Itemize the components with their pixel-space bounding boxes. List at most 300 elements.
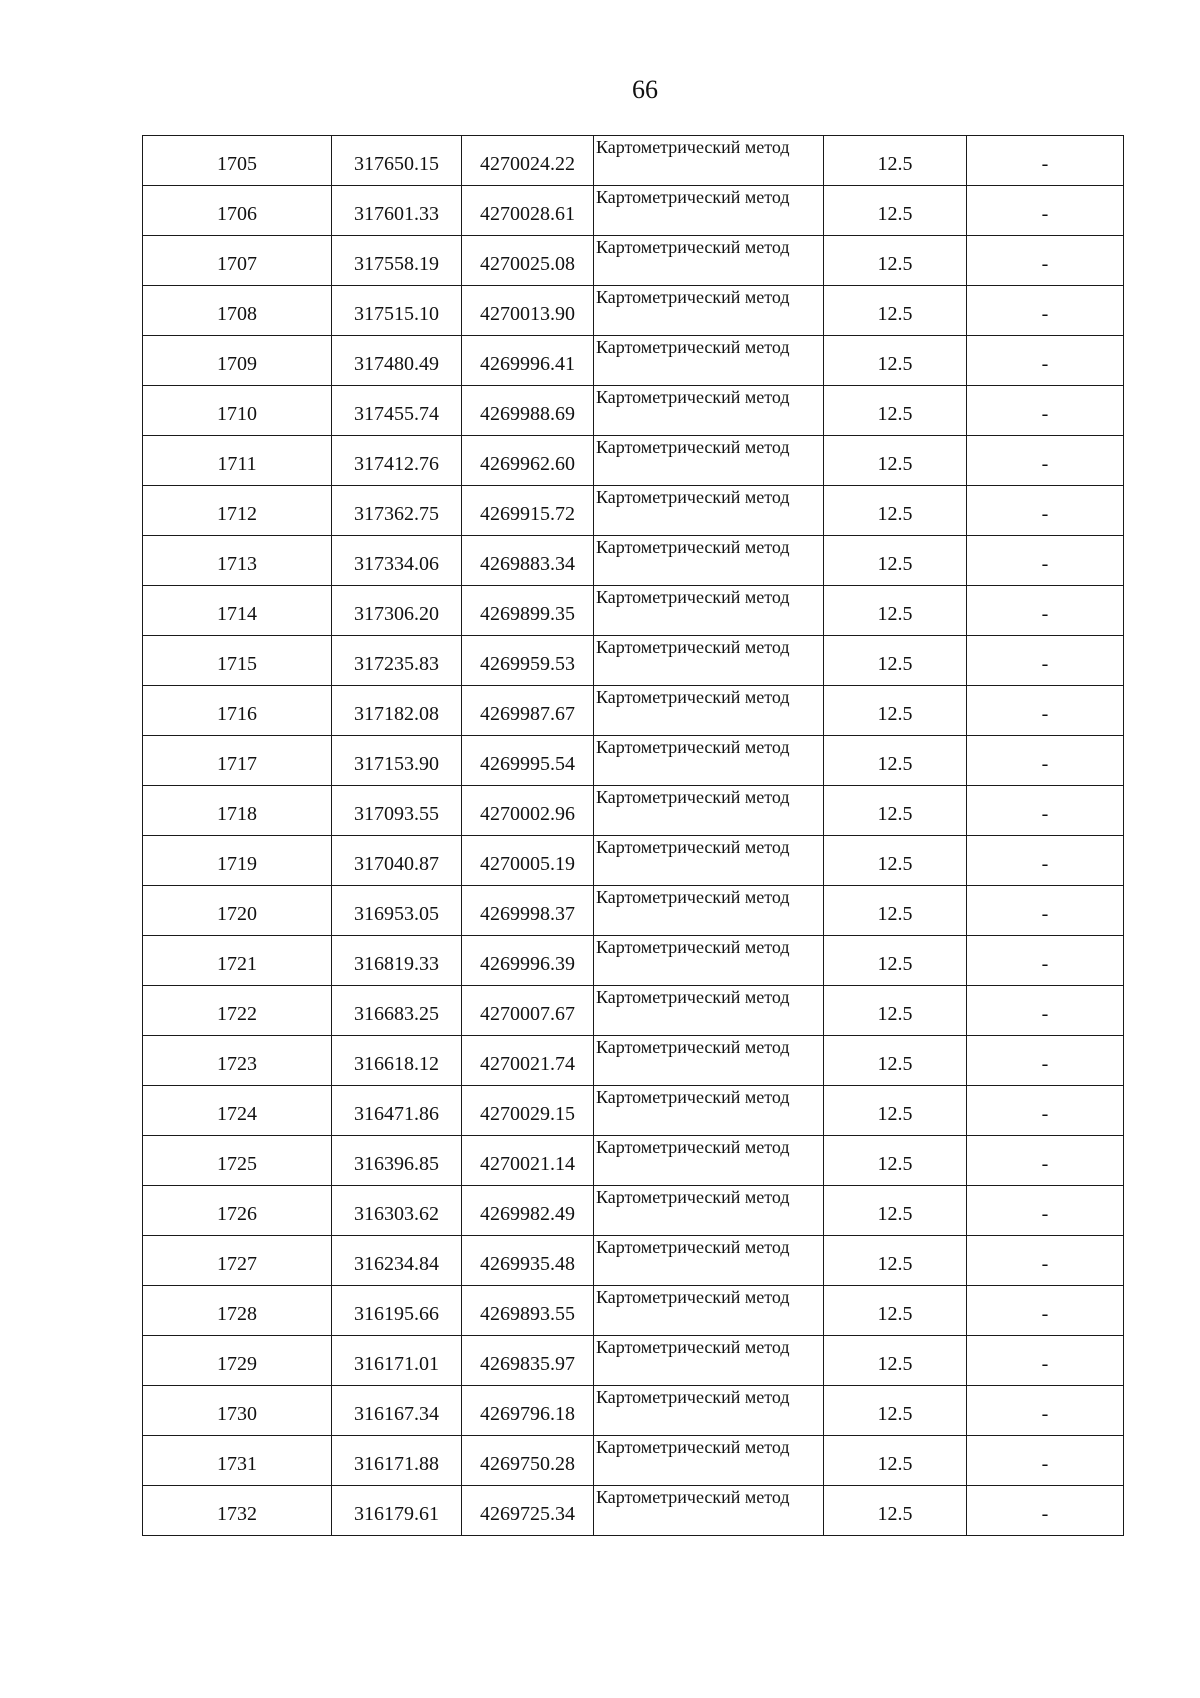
x-coordinate-cell <box>332 736 462 786</box>
table-row <box>143 1036 1124 1086</box>
note-cell <box>967 1086 1124 1136</box>
y-coordinate-cell <box>462 1286 594 1336</box>
y-coordinate-cell <box>462 386 594 436</box>
note-cell-text: - <box>1041 1453 1049 1475</box>
note-cell-text: - <box>1041 303 1049 325</box>
y-coordinate-cell-text: 4269725.34 <box>480 1503 575 1525</box>
table-row <box>143 1186 1124 1236</box>
y-coordinate-cell <box>462 736 594 786</box>
y-coordinate-cell <box>462 936 594 986</box>
point-number-cell <box>143 586 332 636</box>
x-coordinate-cell <box>332 486 462 536</box>
point-number-cell <box>143 1336 332 1386</box>
method-cell: Картометрический метод <box>594 786 824 836</box>
x-coordinate-cell <box>332 1186 462 1236</box>
accuracy-cell <box>824 836 967 886</box>
table-row <box>143 1436 1124 1486</box>
accuracy-cell-text: 12.5 <box>877 653 913 675</box>
x-coordinate-cell-text: 316171.88 <box>354 1453 439 1475</box>
table-row <box>143 786 1124 836</box>
y-coordinate-cell-text: 4270029.15 <box>480 1103 575 1125</box>
x-coordinate-cell-text: 316819.33 <box>354 953 439 975</box>
x-coordinate-cell <box>332 1086 462 1136</box>
y-coordinate-cell <box>462 1036 594 1086</box>
x-coordinate-cell-text: 317455.74 <box>354 403 439 425</box>
x-coordinate-cell-text: 316167.34 <box>354 1403 439 1425</box>
y-coordinate-cell-text: 4269996.41 <box>480 353 575 375</box>
note-cell <box>967 1286 1124 1336</box>
note-cell-text: - <box>1041 803 1049 825</box>
y-coordinate-cell-text: 4269893.55 <box>480 1303 575 1325</box>
point-number-cell-text: 1720 <box>217 903 257 925</box>
y-coordinate-cell-text: 4270007.67 <box>480 1003 575 1025</box>
point-number-cell <box>143 336 332 386</box>
y-coordinate-cell <box>462 1086 594 1136</box>
note-cell <box>967 736 1124 786</box>
accuracy-cell-text: 12.5 <box>877 303 913 325</box>
y-coordinate-cell-text: 4270013.90 <box>480 303 575 325</box>
coordinates-table <box>142 135 1124 1536</box>
table-row <box>143 1336 1124 1386</box>
method-cell: Картометрический метод <box>594 286 824 336</box>
table-row <box>143 186 1124 236</box>
note-cell-text: - <box>1041 203 1049 225</box>
x-coordinate-cell <box>332 786 462 836</box>
table-row <box>143 1086 1124 1136</box>
method-cell: Картометрический метод <box>594 836 824 886</box>
note-cell <box>967 336 1124 386</box>
table-row <box>143 686 1124 736</box>
x-coordinate-cell <box>332 386 462 436</box>
accuracy-cell-text: 12.5 <box>877 703 913 725</box>
x-coordinate-cell <box>332 1236 462 1286</box>
note-cell-text: - <box>1041 653 1049 675</box>
point-number-cell <box>143 1036 332 1086</box>
note-cell-text: - <box>1041 853 1049 875</box>
y-coordinate-cell <box>462 436 594 486</box>
x-coordinate-cell-text: 317093.55 <box>354 803 439 825</box>
point-number-cell-text: 1719 <box>217 853 257 875</box>
y-coordinate-cell <box>462 336 594 386</box>
x-coordinate-cell-text: 317515.10 <box>354 303 439 325</box>
point-number-cell-text: 1712 <box>217 503 257 525</box>
point-number-cell <box>143 386 332 436</box>
point-number-cell <box>143 286 332 336</box>
y-coordinate-cell <box>462 636 594 686</box>
table-row <box>143 1136 1124 1186</box>
point-number-cell <box>143 436 332 486</box>
point-number-cell-text: 1708 <box>217 303 257 325</box>
x-coordinate-cell-text: 317306.20 <box>354 603 439 625</box>
point-number-cell <box>143 1186 332 1236</box>
x-coordinate-cell-text: 316303.62 <box>354 1203 439 1225</box>
y-coordinate-cell <box>462 136 594 186</box>
x-coordinate-cell-text: 316396.85 <box>354 1153 439 1175</box>
table-row <box>143 636 1124 686</box>
note-cell-text: - <box>1041 703 1049 725</box>
method-cell: Картометрический метод <box>594 1486 824 1536</box>
accuracy-cell <box>824 636 967 686</box>
point-number-cell <box>143 836 332 886</box>
point-number-cell <box>143 636 332 686</box>
x-coordinate-cell <box>332 636 462 686</box>
x-coordinate-cell <box>332 586 462 636</box>
accuracy-cell-text: 12.5 <box>877 853 913 875</box>
accuracy-cell <box>824 486 967 536</box>
accuracy-cell <box>824 1286 967 1336</box>
note-cell <box>967 186 1124 236</box>
table-row <box>143 986 1124 1036</box>
y-coordinate-cell-text: 4270024.22 <box>480 153 575 175</box>
y-coordinate-cell-text: 4269796.18 <box>480 1403 575 1425</box>
coordinates-table-body <box>143 136 1124 1536</box>
method-cell: Картометрический метод <box>594 1286 824 1336</box>
accuracy-cell <box>824 1486 967 1536</box>
method-cell: Картометрический метод <box>594 586 824 636</box>
x-coordinate-cell-text: 317362.75 <box>354 503 439 525</box>
accuracy-cell <box>824 986 967 1036</box>
y-coordinate-cell <box>462 486 594 536</box>
y-coordinate-cell <box>462 1136 594 1186</box>
note-cell-text: - <box>1041 1403 1049 1425</box>
method-cell: Картометрический метод <box>594 336 824 386</box>
point-number-cell <box>143 986 332 1036</box>
accuracy-cell <box>824 1086 967 1136</box>
accuracy-cell <box>824 586 967 636</box>
y-coordinate-cell-text: 4270028.61 <box>480 203 575 225</box>
table-row <box>143 736 1124 786</box>
x-coordinate-cell <box>332 1436 462 1486</box>
method-cell: Картометрический метод <box>594 486 824 536</box>
point-number-cell-text: 1711 <box>217 453 257 475</box>
x-coordinate-cell <box>332 1136 462 1186</box>
method-cell: Картометрический метод <box>594 886 824 936</box>
note-cell <box>967 436 1124 486</box>
point-number-cell-text: 1722 <box>217 1003 257 1025</box>
accuracy-cell-text: 12.5 <box>877 1303 913 1325</box>
y-coordinate-cell <box>462 1186 594 1236</box>
x-coordinate-cell-text: 316953.05 <box>354 903 439 925</box>
y-coordinate-cell <box>462 1486 594 1536</box>
method-cell: Картометрический метод <box>594 186 824 236</box>
note-cell <box>967 836 1124 886</box>
x-coordinate-cell-text: 317412.76 <box>354 453 439 475</box>
y-coordinate-cell-text: 4270025.08 <box>480 253 575 275</box>
method-cell: Картометрический метод <box>594 1336 824 1386</box>
accuracy-cell-text: 12.5 <box>877 453 913 475</box>
point-number-cell <box>143 1286 332 1336</box>
y-coordinate-cell-text: 4269959.53 <box>480 653 575 675</box>
x-coordinate-cell-text: 316179.61 <box>354 1503 439 1525</box>
table-row <box>143 486 1124 536</box>
point-number-cell-text: 1709 <box>217 353 257 375</box>
y-coordinate-cell-text: 4269996.39 <box>480 953 575 975</box>
note-cell <box>967 1386 1124 1436</box>
y-coordinate-cell <box>462 886 594 936</box>
point-number-cell-text: 1729 <box>217 1353 257 1375</box>
note-cell-text: - <box>1041 953 1049 975</box>
accuracy-cell-text: 12.5 <box>877 1153 913 1175</box>
note-cell <box>967 886 1124 936</box>
method-cell: Картометрический метод <box>594 636 824 686</box>
accuracy-cell-text: 12.5 <box>877 1453 913 1475</box>
point-number-cell-text: 1730 <box>217 1403 257 1425</box>
x-coordinate-cell <box>332 336 462 386</box>
point-number-cell <box>143 1436 332 1486</box>
accuracy-cell-text: 12.5 <box>877 403 913 425</box>
accuracy-cell-text: 12.5 <box>877 953 913 975</box>
table-row <box>143 336 1124 386</box>
x-coordinate-cell-text: 317480.49 <box>354 353 439 375</box>
x-coordinate-cell <box>332 1336 462 1386</box>
point-number-cell-text: 1714 <box>217 603 257 625</box>
point-number-cell <box>143 236 332 286</box>
accuracy-cell-text: 12.5 <box>877 903 913 925</box>
point-number-cell-text: 1715 <box>217 653 257 675</box>
point-number-cell-text: 1717 <box>217 753 257 775</box>
accuracy-cell-text: 12.5 <box>877 1103 913 1125</box>
method-cell: Картометрический метод <box>594 1136 824 1186</box>
point-number-cell-text: 1731 <box>217 1453 257 1475</box>
y-coordinate-cell-text: 4269750.28 <box>480 1453 575 1475</box>
y-coordinate-cell-text: 4270002.96 <box>480 803 575 825</box>
note-cell <box>967 536 1124 586</box>
note-cell <box>967 1486 1124 1536</box>
note-cell <box>967 1186 1124 1236</box>
x-coordinate-cell-text: 316683.25 <box>354 1003 439 1025</box>
y-coordinate-cell-text: 4269988.69 <box>480 403 575 425</box>
accuracy-cell <box>824 686 967 736</box>
accuracy-cell <box>824 936 967 986</box>
y-coordinate-cell <box>462 986 594 1036</box>
point-number-cell-text: 1724 <box>217 1103 257 1125</box>
accuracy-cell-text: 12.5 <box>877 1353 913 1375</box>
y-coordinate-cell <box>462 786 594 836</box>
table-row <box>143 886 1124 936</box>
y-coordinate-cell <box>462 1436 594 1486</box>
x-coordinate-cell <box>332 836 462 886</box>
accuracy-cell <box>824 1136 967 1186</box>
table-row <box>143 136 1124 186</box>
x-coordinate-cell <box>332 1386 462 1436</box>
accuracy-cell-text: 12.5 <box>877 503 913 525</box>
x-coordinate-cell <box>332 186 462 236</box>
point-number-cell-text: 1732 <box>217 1503 257 1525</box>
point-number-cell-text: 1721 <box>217 953 257 975</box>
y-coordinate-cell <box>462 1386 594 1436</box>
x-coordinate-cell-text: 317235.83 <box>354 653 439 675</box>
point-number-cell <box>143 686 332 736</box>
note-cell-text: - <box>1041 1053 1049 1075</box>
note-cell-text: - <box>1041 1253 1049 1275</box>
point-number-cell-text: 1725 <box>217 1153 257 1175</box>
table-row <box>143 586 1124 636</box>
x-coordinate-cell-text: 316195.66 <box>354 1303 439 1325</box>
note-cell-text: - <box>1041 1303 1049 1325</box>
method-cell: Картометрический метод <box>594 686 824 736</box>
note-cell-text: - <box>1041 153 1049 175</box>
x-coordinate-cell-text: 317153.90 <box>354 753 439 775</box>
x-coordinate-cell-text: 317601.33 <box>354 203 439 225</box>
point-number-cell <box>143 886 332 936</box>
accuracy-cell-text: 12.5 <box>877 203 913 225</box>
point-number-cell <box>143 736 332 786</box>
y-coordinate-cell <box>462 586 594 636</box>
point-number-cell-text: 1727 <box>217 1253 257 1275</box>
table-row <box>143 536 1124 586</box>
y-coordinate-cell <box>462 836 594 886</box>
point-number-cell <box>143 486 332 536</box>
note-cell-text: - <box>1041 603 1049 625</box>
accuracy-cell-text: 12.5 <box>877 1503 913 1525</box>
table-row <box>143 436 1124 486</box>
note-cell <box>967 1236 1124 1286</box>
accuracy-cell <box>824 286 967 336</box>
x-coordinate-cell <box>332 886 462 936</box>
y-coordinate-cell-text: 4270021.74 <box>480 1053 575 1075</box>
accuracy-cell-text: 12.5 <box>877 153 913 175</box>
method-cell: Картометрический метод <box>594 436 824 486</box>
note-cell <box>967 986 1124 1036</box>
y-coordinate-cell-text: 4269835.97 <box>480 1353 575 1375</box>
y-coordinate-cell-text: 4269962.60 <box>480 453 575 475</box>
method-cell: Картометрический метод <box>594 1436 824 1486</box>
point-number-cell-text: 1728 <box>217 1303 257 1325</box>
point-number-cell-text: 1705 <box>217 153 257 175</box>
x-coordinate-cell-text: 316618.12 <box>354 1053 439 1075</box>
accuracy-cell-text: 12.5 <box>877 603 913 625</box>
point-number-cell-text: 1723 <box>217 1053 257 1075</box>
accuracy-cell-text: 12.5 <box>877 753 913 775</box>
point-number-cell-text: 1718 <box>217 803 257 825</box>
accuracy-cell-text: 12.5 <box>877 1003 913 1025</box>
point-number-cell <box>143 936 332 986</box>
note-cell-text: - <box>1041 253 1049 275</box>
note-cell <box>967 1436 1124 1486</box>
note-cell-text: - <box>1041 753 1049 775</box>
x-coordinate-cell <box>332 936 462 986</box>
note-cell-text: - <box>1041 503 1049 525</box>
note-cell-text: - <box>1041 403 1049 425</box>
method-cell: Картометрический метод <box>594 386 824 436</box>
y-coordinate-cell-text: 4269883.34 <box>480 553 575 575</box>
note-cell-text: - <box>1041 1103 1049 1125</box>
y-coordinate-cell <box>462 1236 594 1286</box>
table-row <box>143 1236 1124 1286</box>
method-cell: Картометрический метод <box>594 536 824 586</box>
accuracy-cell <box>824 1336 967 1386</box>
x-coordinate-cell-text: 317040.87 <box>354 853 439 875</box>
note-cell <box>967 936 1124 986</box>
note-cell <box>967 1136 1124 1186</box>
table-row <box>143 1286 1124 1336</box>
accuracy-cell <box>824 386 967 436</box>
accuracy-cell <box>824 1436 967 1486</box>
point-number-cell <box>143 186 332 236</box>
note-cell <box>967 1036 1124 1086</box>
accuracy-cell-text: 12.5 <box>877 1203 913 1225</box>
accuracy-cell <box>824 536 967 586</box>
y-coordinate-cell-text: 4269987.67 <box>480 703 575 725</box>
y-coordinate-cell-text: 4270005.19 <box>480 853 575 875</box>
accuracy-cell <box>824 436 967 486</box>
x-coordinate-cell <box>332 136 462 186</box>
accuracy-cell-text: 12.5 <box>877 253 913 275</box>
table-row <box>143 1486 1124 1536</box>
x-coordinate-cell <box>332 986 462 1036</box>
point-number-cell-text: 1706 <box>217 203 257 225</box>
x-coordinate-cell <box>332 536 462 586</box>
x-coordinate-cell-text: 316234.84 <box>354 1253 439 1275</box>
point-number-cell <box>143 1086 332 1136</box>
note-cell-text: - <box>1041 553 1049 575</box>
accuracy-cell <box>824 1036 967 1086</box>
accuracy-cell <box>824 886 967 936</box>
table-row <box>143 286 1124 336</box>
table-row <box>143 386 1124 436</box>
note-cell-text: - <box>1041 453 1049 475</box>
x-coordinate-cell-text: 317182.08 <box>354 703 439 725</box>
point-number-cell <box>143 536 332 586</box>
y-coordinate-cell <box>462 186 594 236</box>
y-coordinate-cell-text: 4269915.72 <box>480 503 575 525</box>
x-coordinate-cell <box>332 1036 462 1086</box>
y-coordinate-cell-text: 4269935.48 <box>480 1253 575 1275</box>
accuracy-cell-text: 12.5 <box>877 353 913 375</box>
note-cell <box>967 686 1124 736</box>
accuracy-cell <box>824 786 967 836</box>
x-coordinate-cell <box>332 286 462 336</box>
accuracy-cell <box>824 1236 967 1286</box>
x-coordinate-cell <box>332 686 462 736</box>
accuracy-cell-text: 12.5 <box>877 553 913 575</box>
x-coordinate-cell <box>332 236 462 286</box>
note-cell <box>967 486 1124 536</box>
accuracy-cell-text: 12.5 <box>877 1053 913 1075</box>
point-number-cell-text: 1713 <box>217 553 257 575</box>
x-coordinate-cell-text: 317334.06 <box>354 553 439 575</box>
y-coordinate-cell-text: 4269995.54 <box>480 753 575 775</box>
x-coordinate-cell-text: 316471.86 <box>354 1103 439 1125</box>
accuracy-cell <box>824 1386 967 1436</box>
y-coordinate-cell <box>462 1336 594 1386</box>
note-cell <box>967 136 1124 186</box>
accuracy-cell <box>824 336 967 386</box>
point-number-cell <box>143 786 332 836</box>
method-cell: Картометрический метод <box>594 936 824 986</box>
method-cell: Картометрический метод <box>594 986 824 1036</box>
note-cell-text: - <box>1041 1503 1049 1525</box>
point-number-cell <box>143 136 332 186</box>
y-coordinate-cell <box>462 286 594 336</box>
accuracy-cell <box>824 186 967 236</box>
table-row <box>143 836 1124 886</box>
method-cell: Картометрический метод <box>594 136 824 186</box>
y-coordinate-cell <box>462 686 594 736</box>
accuracy-cell-text: 12.5 <box>877 803 913 825</box>
point-number-cell <box>143 1236 332 1286</box>
note-cell <box>967 636 1124 686</box>
note-cell-text: - <box>1041 1353 1049 1375</box>
x-coordinate-cell <box>332 1286 462 1336</box>
point-number-cell-text: 1716 <box>217 703 257 725</box>
note-cell-text: - <box>1041 353 1049 375</box>
accuracy-cell <box>824 1186 967 1236</box>
y-coordinate-cell <box>462 536 594 586</box>
accuracy-cell <box>824 736 967 786</box>
y-coordinate-cell-text: 4269899.35 <box>480 603 575 625</box>
x-coordinate-cell-text: 317650.15 <box>354 153 439 175</box>
